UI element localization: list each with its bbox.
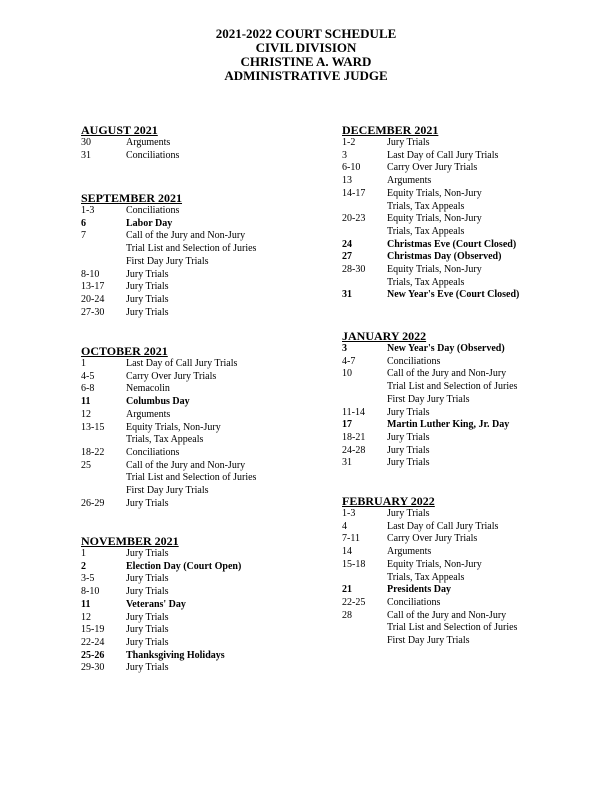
schedule-entry (342, 610, 612, 623)
schedule-entry (342, 546, 612, 559)
entry-description: Labor Day (126, 217, 173, 229)
entry-date: 6-10 (342, 162, 361, 174)
entry-date: 20-24 (81, 293, 105, 305)
entry-date: 3 (342, 149, 347, 161)
entry-description: Trial List and Selection of Juries (387, 381, 518, 393)
entry-description: Jury Trials (387, 508, 430, 519)
schedule-entry (342, 559, 612, 572)
entry-date: 10 (342, 368, 352, 380)
entry-description: Conciliations (126, 205, 180, 216)
month-december (342, 124, 612, 302)
schedule-entry (81, 422, 351, 435)
entry-description: Martin Luther King, Jr. Day (387, 419, 510, 431)
entry-description: Jury Trials (126, 548, 169, 559)
schedule-entry (342, 188, 612, 201)
entry-description: Jury Trials (387, 406, 430, 418)
entry-description: Presidents Day (387, 584, 451, 596)
entry-date: 12 (81, 611, 91, 623)
schedule-entry (342, 264, 612, 277)
entry-date: 12 (81, 408, 91, 420)
month-january (342, 330, 612, 470)
schedule-entry (342, 162, 612, 175)
entry-date: 8-10 (81, 586, 100, 598)
document-header (0, 27, 612, 83)
schedule-entry (81, 269, 351, 282)
schedule-entry (81, 609, 352, 625)
entry-list (81, 205, 351, 319)
schedule-entry (81, 460, 351, 473)
entry-description: Last Day of Call Jury Trials (387, 520, 499, 532)
entry-description: First Day Jury Trials (126, 485, 209, 497)
entry-description: Christmas Eve (Court Closed) (387, 238, 517, 250)
entry-description: Conciliations (387, 596, 441, 608)
schedule-entry (81, 447, 351, 460)
schedule-entry (342, 457, 612, 470)
schedule-entry (342, 368, 612, 381)
schedule-entry (342, 432, 612, 445)
entry-description: Jury Trials (126, 611, 169, 623)
entry-list (81, 137, 351, 162)
entry-description: Carry Over Jury Trials (387, 533, 478, 545)
entry-description: Trials, Tax Appeals (387, 225, 465, 237)
entry-description: First Day Jury Trials (126, 255, 209, 267)
schedule-entry (81, 371, 351, 384)
entry-list (81, 548, 351, 675)
entry-description: Equity Trials, Non-Jury (387, 558, 482, 570)
entry-description: Trials, Tax Appeals (387, 200, 465, 212)
entry-description: Conciliations (126, 446, 180, 458)
schedule-entry (81, 307, 351, 320)
entry-description: Jury Trials (126, 497, 169, 509)
month-february (342, 495, 612, 648)
schedule-entry (81, 396, 351, 409)
entry-date: 8-10 (81, 268, 100, 280)
entry-date: 14-17 (342, 187, 366, 199)
entry-description: Jury Trials (387, 444, 430, 456)
entry-date: 27-30 (81, 306, 105, 318)
entry-date: 13 (342, 175, 352, 187)
entry-description: Jury Trials (126, 293, 169, 305)
entry-date: 27 (342, 251, 352, 263)
schedule-entry (342, 175, 612, 188)
schedule-entry-continuation (342, 201, 612, 214)
header-judge-role: ADMINISTRATIVE JUDGE (224, 68, 388, 83)
entry-date: 30 (81, 137, 91, 148)
schedule-entry (342, 137, 612, 150)
schedule-entry (81, 599, 351, 612)
entry-description: Jury Trials (126, 268, 169, 280)
schedule-entry (342, 356, 612, 369)
entry-date: 18-22 (81, 446, 105, 458)
entry-description: Call of the Jury and Non-Jury (126, 230, 246, 242)
entry-date: 3 (342, 343, 347, 354)
entry-date: 7-11 (342, 533, 360, 545)
schedule-entry (342, 533, 612, 546)
schedule-entry-continuation (81, 256, 351, 269)
schedule-entry (81, 383, 351, 396)
entry-date: 13-15 (81, 421, 105, 433)
entry-description: Jury Trials (126, 636, 169, 648)
schedule-entry-continuation (342, 277, 612, 290)
entry-date: 2 (81, 560, 86, 572)
entry-date: 3-5 (81, 573, 95, 585)
schedule-entry (81, 230, 351, 243)
entry-description: New Year's Day (Observed) (387, 343, 505, 354)
entry-date: 21 (342, 584, 352, 596)
schedule-entry (342, 521, 612, 534)
month-title: OCTOBER 2021 (81, 344, 168, 358)
schedule-entry (342, 343, 612, 356)
entry-date: 4 (342, 520, 347, 532)
entry-date: 17 (342, 419, 352, 431)
entry-description: Equity Trials, Non-Jury (126, 421, 221, 433)
schedule-entry-continuation (81, 472, 351, 485)
entry-description: Jury Trials (126, 586, 169, 598)
entry-description: New Year's Eve (Court Closed) (387, 289, 520, 301)
entry-date: 11 (81, 598, 91, 610)
entry-description: Jury Trials (126, 306, 169, 318)
schedule-entry (81, 650, 351, 663)
entry-description: Trial List and Selection of Juries (387, 622, 518, 634)
schedule-entry (81, 137, 351, 150)
entry-date: 31 (342, 289, 352, 301)
schedule-entry (81, 150, 351, 163)
entry-date: 4-7 (342, 355, 356, 367)
entry-description: Trial List and Selection of Juries (126, 472, 257, 484)
entry-date: 18-21 (342, 431, 366, 443)
entry-description: First Day Jury Trials (387, 393, 470, 405)
entry-description: Equity Trials, Non-Jury (387, 213, 482, 225)
entry-description: Columbus Day (126, 396, 190, 408)
entry-date: 1-3 (342, 508, 356, 519)
entry-list (342, 343, 612, 470)
month-title: AUGUST 2021 (81, 123, 158, 137)
entry-description: Jury Trials (387, 457, 430, 469)
schedule-entry-continuation (342, 572, 612, 585)
schedule-entry-continuation (81, 434, 351, 447)
schedule-entry (81, 637, 351, 650)
entry-description: Thanksgiving Holidays (126, 649, 225, 661)
schedule-entry (342, 213, 612, 226)
entry-description: Trial List and Selection of Juries (126, 243, 257, 255)
entry-description: Call of the Jury and Non-Jury (387, 609, 507, 621)
entry-date: 15-19 (81, 624, 105, 636)
month-title: JANUARY 2022 (342, 329, 427, 343)
schedule-entry (342, 419, 612, 432)
entry-description: Election Day (Court Open) (126, 560, 242, 572)
entry-description: Arguments (387, 175, 432, 187)
entry-date: 1-3 (81, 205, 95, 216)
entry-description: Trials, Tax Appeals (387, 276, 465, 288)
month-august (81, 124, 351, 162)
entry-list (342, 137, 612, 302)
schedule-entry (81, 624, 351, 637)
entry-date: 24 (342, 238, 352, 250)
schedule-entry-continuation (342, 394, 612, 407)
entry-description: Conciliations (126, 149, 180, 161)
header-judge-name: CHRISTINE A. WARD (240, 54, 372, 69)
entry-description: Veterans' Day (126, 598, 186, 610)
entry-description: Equity Trials, Non-Jury (387, 264, 482, 276)
schedule-entry (81, 281, 351, 294)
entry-description: First Day Jury Trials (387, 635, 470, 647)
month-title: DECEMBER 2021 (342, 123, 439, 137)
entry-description: Jury Trials (126, 281, 169, 293)
schedule-entry (342, 289, 612, 302)
entry-description: Equity Trials, Non-Jury (387, 187, 482, 199)
entry-description: Trials, Tax Appeals (126, 434, 204, 446)
entry-description: Carry Over Jury Trials (387, 162, 478, 174)
entry-date: 15-18 (342, 558, 366, 570)
entry-date: 7 (81, 230, 86, 242)
schedule-entry (81, 662, 351, 675)
schedule-entry (342, 508, 612, 521)
entry-description: Call of the Jury and Non-Jury (387, 368, 507, 380)
entry-date: 22-24 (81, 636, 105, 648)
entry-description: Jury Trials (126, 662, 169, 674)
entry-description: Last Day of Call Jury Trials (126, 358, 238, 369)
entry-date: 20-23 (342, 213, 366, 225)
entry-description: Jury Trials (126, 624, 169, 636)
entry-description: Last Day of Call Jury Trials (387, 149, 499, 161)
entry-description: Arguments (126, 408, 171, 420)
schedule-entry (81, 586, 351, 599)
entry-list (342, 508, 612, 648)
entry-date: 31 (81, 149, 91, 161)
month-title: FEBRUARY 2022 (342, 494, 435, 508)
entry-date: 28-30 (342, 264, 366, 276)
schedule-entry (342, 150, 612, 163)
schedule-entry (81, 358, 351, 371)
header-title: 2021-2022 COURT SCHEDULE (215, 26, 397, 41)
entry-description: Nemacolin (126, 383, 170, 395)
entry-description: Trials, Tax Appeals (387, 571, 465, 583)
entry-date: 11-14 (342, 406, 365, 418)
entry-description: Arguments (387, 546, 432, 558)
schedule-entry (342, 597, 612, 610)
entry-date: 1 (81, 358, 86, 369)
schedule-entry (81, 218, 351, 231)
entry-date: 28 (342, 609, 352, 621)
schedule-entry-continuation (81, 485, 351, 498)
entry-date: 6 (81, 217, 86, 229)
entry-date: 25-26 (81, 649, 105, 661)
entry-date: 4-5 (81, 370, 95, 382)
entry-date: 1-2 (342, 137, 356, 148)
schedule-entry-continuation (342, 381, 612, 394)
entry-date: 26-29 (81, 497, 105, 509)
schedule-entry (342, 445, 612, 458)
entry-date: 31 (342, 457, 352, 469)
entry-date: 6-8 (81, 383, 95, 395)
schedule-entry (342, 239, 612, 252)
schedule-entry (342, 251, 612, 264)
entry-date: 29-30 (81, 662, 105, 674)
entry-description: Jury Trials (387, 137, 430, 148)
schedule-entry (81, 294, 351, 307)
schedule-entry (81, 205, 351, 218)
entry-description: Jury Trials (126, 573, 169, 585)
month-september (81, 192, 351, 319)
schedule-entry-continuation (342, 622, 612, 635)
entry-description: Christmas Day (Observed) (387, 251, 502, 263)
entry-date: 13-17 (81, 281, 105, 293)
schedule-entry-continuation (342, 226, 612, 239)
entry-description: Arguments (126, 137, 171, 148)
entry-date: 14 (342, 546, 352, 558)
entry-date: 25 (81, 459, 91, 471)
entry-description: Conciliations (387, 355, 441, 367)
schedule-entry-continuation (342, 635, 612, 648)
schedule-entry (342, 584, 612, 597)
entry-list (81, 358, 351, 510)
month-title: NOVEMBER 2021 (81, 534, 179, 548)
entry-date: 24-28 (342, 444, 366, 456)
schedule-entry (81, 561, 351, 574)
schedule-entry (81, 548, 351, 561)
schedule-entry (81, 409, 351, 422)
schedule-entry (342, 407, 612, 420)
schedule-entry (81, 498, 351, 511)
entry-description: Jury Trials (387, 431, 430, 443)
entry-date: 22-25 (342, 596, 366, 608)
entry-description: Carry Over Jury Trials (126, 370, 217, 382)
schedule-entry (81, 573, 351, 586)
header-division: CIVIL DIVISION (255, 40, 357, 55)
entry-date: 11 (81, 396, 91, 408)
entry-date: 1 (81, 548, 86, 559)
entry-description: Call of the Jury and Non-Jury (126, 459, 246, 471)
month-title: SEPTEMBER 2021 (81, 191, 183, 205)
schedule-entry-continuation (81, 243, 351, 256)
month-october (81, 345, 351, 510)
month-november (81, 535, 351, 675)
